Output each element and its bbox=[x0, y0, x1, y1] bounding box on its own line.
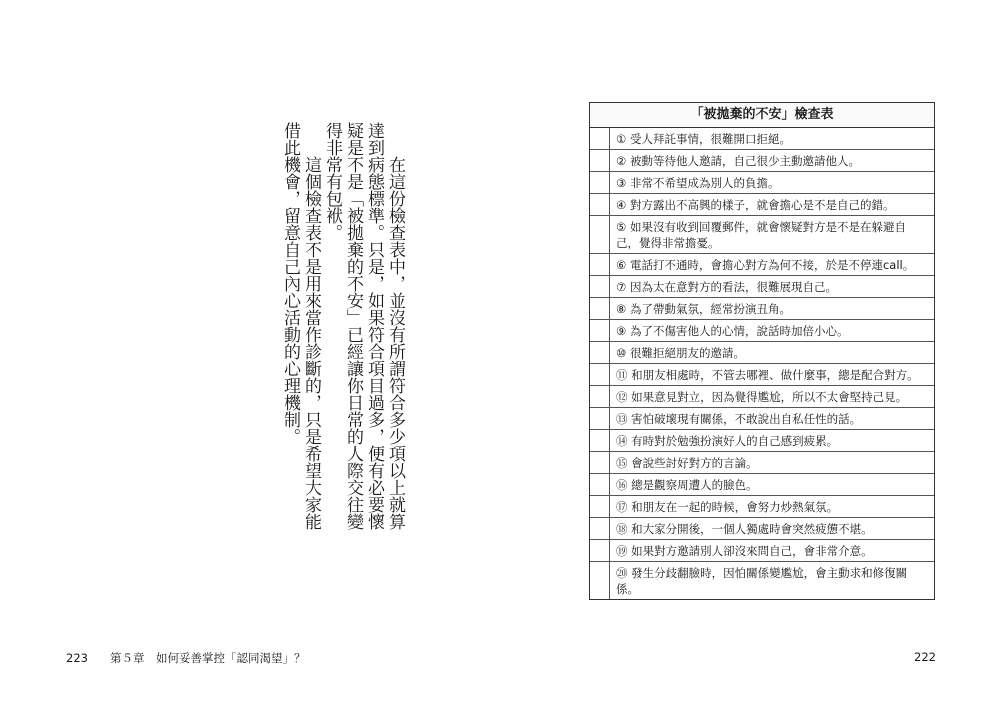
checkbox-cell[interactable] bbox=[590, 342, 610, 363]
checklist-row bbox=[590, 562, 934, 599]
paragraph-2: 這個檢查表不是用來當作診斷的，只是希望大家能借此機會，留意自己內心活動的心理機制。 bbox=[280, 122, 321, 530]
checkbox-cell[interactable] bbox=[590, 172, 610, 193]
checklist-item-text: ⑧ 為了帶動氣氛，經常扮演丑角。 bbox=[616, 302, 791, 316]
checkbox-cell[interactable] bbox=[590, 430, 610, 451]
checkbox-cell[interactable] bbox=[590, 452, 610, 473]
checkbox-cell[interactable] bbox=[590, 518, 610, 539]
checklist-row bbox=[590, 452, 934, 474]
checkbox-cell[interactable] bbox=[590, 320, 610, 341]
checkbox-cell[interactable] bbox=[590, 474, 610, 495]
checklist-row bbox=[590, 150, 934, 172]
checklist-body bbox=[590, 128, 934, 599]
checklist-item-text: ⑮ 會說些討好對方的言論。 bbox=[616, 456, 758, 470]
checklist-row bbox=[590, 430, 934, 452]
checkbox-cell[interactable] bbox=[590, 386, 610, 407]
checkbox-cell[interactable] bbox=[590, 276, 610, 297]
checklist-item-text: ④ 對方露出不高興的樣子，就會擔心是不是自己的錯。 bbox=[616, 198, 895, 212]
checklist-item-text: ⑦ 因為太在意對方的看法，很難展現自己。 bbox=[616, 280, 837, 294]
checklist-item-text: ⑤ 如果沒有收到回覆郵件，就會懷疑對方是不是在躲避自己，覺得非常擔憂。 bbox=[616, 220, 906, 250]
checklist-row bbox=[590, 474, 934, 496]
checkbox-cell[interactable] bbox=[590, 128, 610, 149]
checklist-row bbox=[590, 408, 934, 430]
checklist-table bbox=[589, 102, 935, 600]
page-number-left: 223 bbox=[66, 651, 88, 665]
checkbox-cell[interactable] bbox=[590, 540, 610, 561]
checklist-row bbox=[590, 172, 934, 194]
checklist-item-text: ⑳ 發生分歧翻臉時，因怕關係變尷尬，會主動求和修復關係。 bbox=[616, 566, 908, 596]
checklist-row bbox=[590, 216, 934, 254]
checklist-item-text: ⑥ 電話打不通時，會擔心對方為何不接，於是不停連call。 bbox=[616, 258, 915, 272]
checkbox-cell[interactable] bbox=[590, 562, 610, 599]
checklist-row bbox=[590, 254, 934, 276]
checklist-row bbox=[590, 276, 934, 298]
checklist-row bbox=[590, 342, 934, 364]
checkbox-cell[interactable] bbox=[590, 254, 610, 275]
checklist-item-text: ③ 非常不希望成為別人的負擔。 bbox=[616, 176, 780, 190]
checklist-item-text: ② 被動等待他人邀請，自己很少主動邀請他人。 bbox=[616, 154, 860, 168]
checklist-item-text: ⑯ 總是觀察周遭人的臉色。 bbox=[616, 478, 758, 492]
checklist-row bbox=[590, 496, 934, 518]
checklist-row bbox=[590, 540, 934, 562]
checklist-item-text: ⑰ 和朋友在一起的時候，會努力炒熱氣氛。 bbox=[616, 500, 839, 514]
checklist-item-text: ⑩ 很難拒絕朋友的邀請。 bbox=[616, 346, 745, 360]
checklist-item-text: ⑪ 和朋友相處時，不管去哪裡、做什麼事，總是配合對方。 bbox=[616, 368, 919, 382]
checklist-item-text: ⑱ 和大家分開後，一個人獨處時會突然疲憊不堪。 bbox=[616, 522, 873, 536]
checkbox-cell[interactable] bbox=[590, 194, 610, 215]
checkbox-cell[interactable] bbox=[590, 298, 610, 319]
checklist-item-text: ⑫ 如果意見對立，因為覺得尷尬，所以不太會堅持己見。 bbox=[616, 390, 908, 404]
left-footer bbox=[66, 650, 305, 666]
checklist-row bbox=[590, 128, 934, 150]
chapter-title: 第５章 如何妥善掌控「認同渴望」？ bbox=[109, 651, 306, 665]
checkbox-cell[interactable] bbox=[590, 408, 610, 429]
page-number-right: 222 bbox=[914, 650, 936, 664]
body-text bbox=[270, 122, 405, 542]
checkbox-cell[interactable] bbox=[590, 364, 610, 385]
checkbox-cell[interactable] bbox=[590, 496, 610, 517]
checklist-row bbox=[590, 518, 934, 540]
checklist-item-text: ⑬ 害怕破壞現有關係，不敢說出自私任性的話。 bbox=[616, 412, 862, 426]
checklist-item-text: ⑲ 如果對方邀請別人卻沒來問自己，會非常介意。 bbox=[616, 544, 873, 558]
checklist-row bbox=[590, 194, 934, 216]
checklist-row bbox=[590, 364, 934, 386]
checklist-item-text: ① 受人拜託事情，很難開口拒絕。 bbox=[616, 132, 791, 146]
checklist-row bbox=[590, 320, 934, 342]
checkbox-cell[interactable] bbox=[590, 216, 610, 253]
checklist-row bbox=[590, 386, 934, 408]
checklist-title: 「被拋棄的不安」檢查表 bbox=[590, 103, 934, 128]
checklist-item-text: ⑨ 為了不傷害他人的心情，說話時加倍小心。 bbox=[616, 324, 849, 338]
checklist-row bbox=[590, 298, 934, 320]
paragraph-1: 在這份檢查表中，並沒有所謂符合多少項以上就算達到病態標準。只是，如果符合項目過多，便有必要懷疑是不是「被拋棄的不安」已經讓你日常的人際交往變得非常有包袱。 bbox=[322, 122, 405, 530]
checkbox-cell[interactable] bbox=[590, 150, 610, 171]
checklist-item-text: ⑭ 有時對於勉強扮演好人的自己感到疲累。 bbox=[616, 434, 839, 448]
